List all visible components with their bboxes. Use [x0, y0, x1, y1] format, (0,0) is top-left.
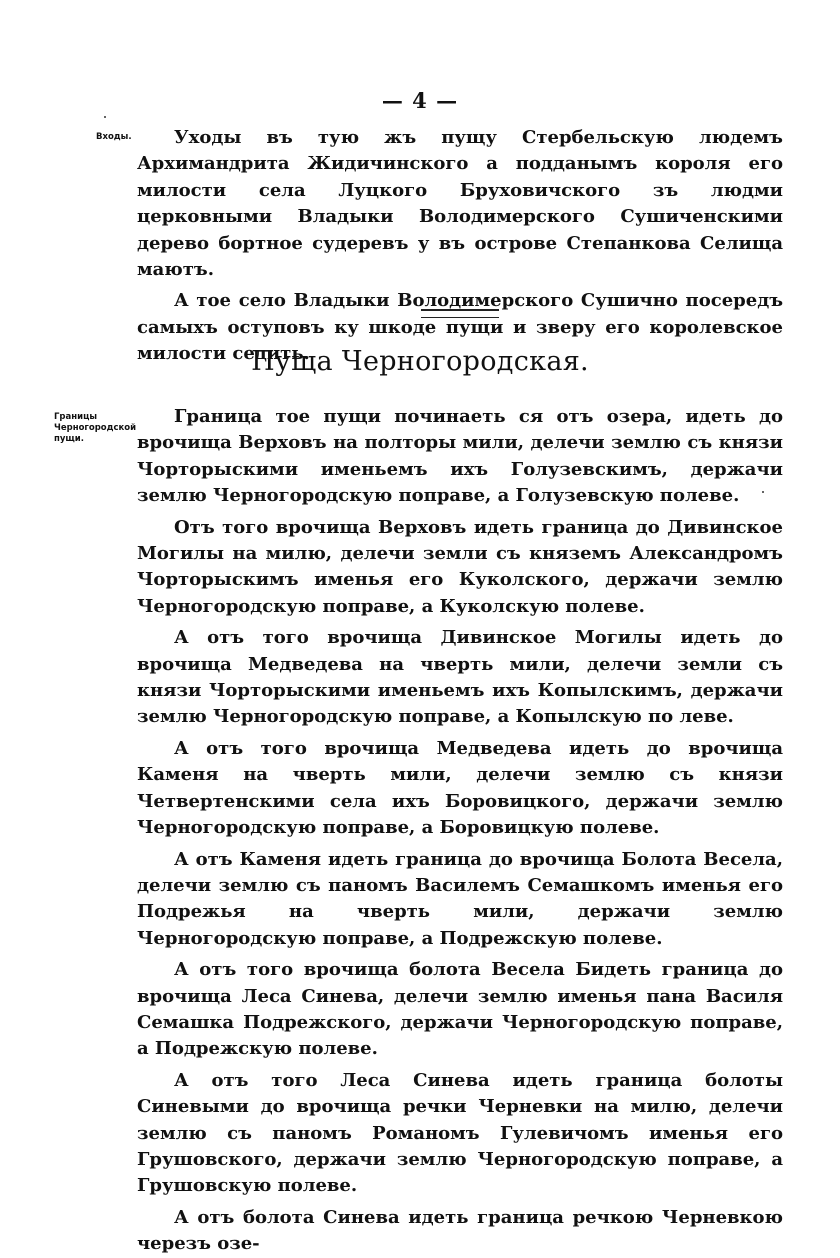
- section-divider: [421, 309, 499, 318]
- paragraph: А отъ того врочища болота Весела Бидеть граница до врочища Леса Синева, делечи землю именья пана Василя Семашка Подрежского, держачи Черногородскую поправе, а Подрежскую полеве.: [137, 959, 783, 1060]
- section-borders-text: [137, 404, 783, 1258]
- paragraph: А тое село Владыки Володимерского Сушично посередъ самыхъ оступовъ ку шкоде пущи и зверу его королевское милости седить.: [137, 290, 783, 365]
- paragraph: А отъ того Леса Синева идеть граница болоты Синевыми до врочища речки Черневки на милю, делечи землю съ паномъ Романомъ Гулевичомъ именья его Грушовского, держачи землю Черногородскую поправе, а Грушовскую полеве.: [137, 1069, 783, 1197]
- paragraph: А отъ того врочища Дивинское Могилы идеть до врочища Медведева на чверть мили, делечи земли съ князи Чорторыскими именьемъ ихъ Копылскимъ, держачи землю Черногородскую поправе, а Копылскую по леве.: [137, 627, 783, 728]
- paragraph: А отъ того врочища Медведева идеть до врочища Каменя на чверть мили, делечи землю съ князи Четвертенскими села ихъ Боровицкого, держачи землю Черногородскую поправе, а Боровицкую полеве.: [137, 737, 783, 839]
- margin-note-borders: Границы Черногородской пущи.: [54, 412, 137, 444]
- section-entries-text: [137, 125, 783, 368]
- ink-speck: [104, 116, 106, 118]
- paragraph: А отъ Каменя идеть граница до врочища Болота Весела, делечи землю съ паномъ Василемъ Семашкомъ именья его Подрежья на чверть мили, держачи землю Черногородскую поправе, а Подрежскую полеве.: [137, 848, 783, 949]
- paragraph: Граница тое пущи починаеть ся отъ озера, идеть до врочища Верховъ на полторы мили, делечи землю съ князи Чорторыскими именьемъ ихъ Голузевскимъ, держачи землю Черногородскую поправе, а Голузевскую полеве.: [137, 406, 783, 507]
- section-title: Пуща Черногородская.: [251, 346, 589, 377]
- paragraph: Уходы въ тую жъ пущу Стербельскую людемъ Архимандрита Жидичинского а подданымъ короля его милости села Луцкого Бруховичского зъ людми церковными Владыки Володимерского Сушиченскими дерево бортное судеревъ у въ острове Степанкова Селища маютъ.: [137, 127, 783, 281]
- margin-note-entries: Входы.: [96, 132, 132, 142]
- page-number: — 4 —: [381, 88, 459, 113]
- paragraph: А отъ болота Синева идеть граница речкою Черневкою черезъ озе-: [137, 1206, 783, 1255]
- paragraph: Отъ того врочища Верховъ идеть граница до Дивинское Могилы на милю, делечи земли съ княземъ Александромъ Чорторыскимъ именья его Куколского, держачи землю Черногородскую поправе, а Куколскую полеве.: [137, 516, 783, 617]
